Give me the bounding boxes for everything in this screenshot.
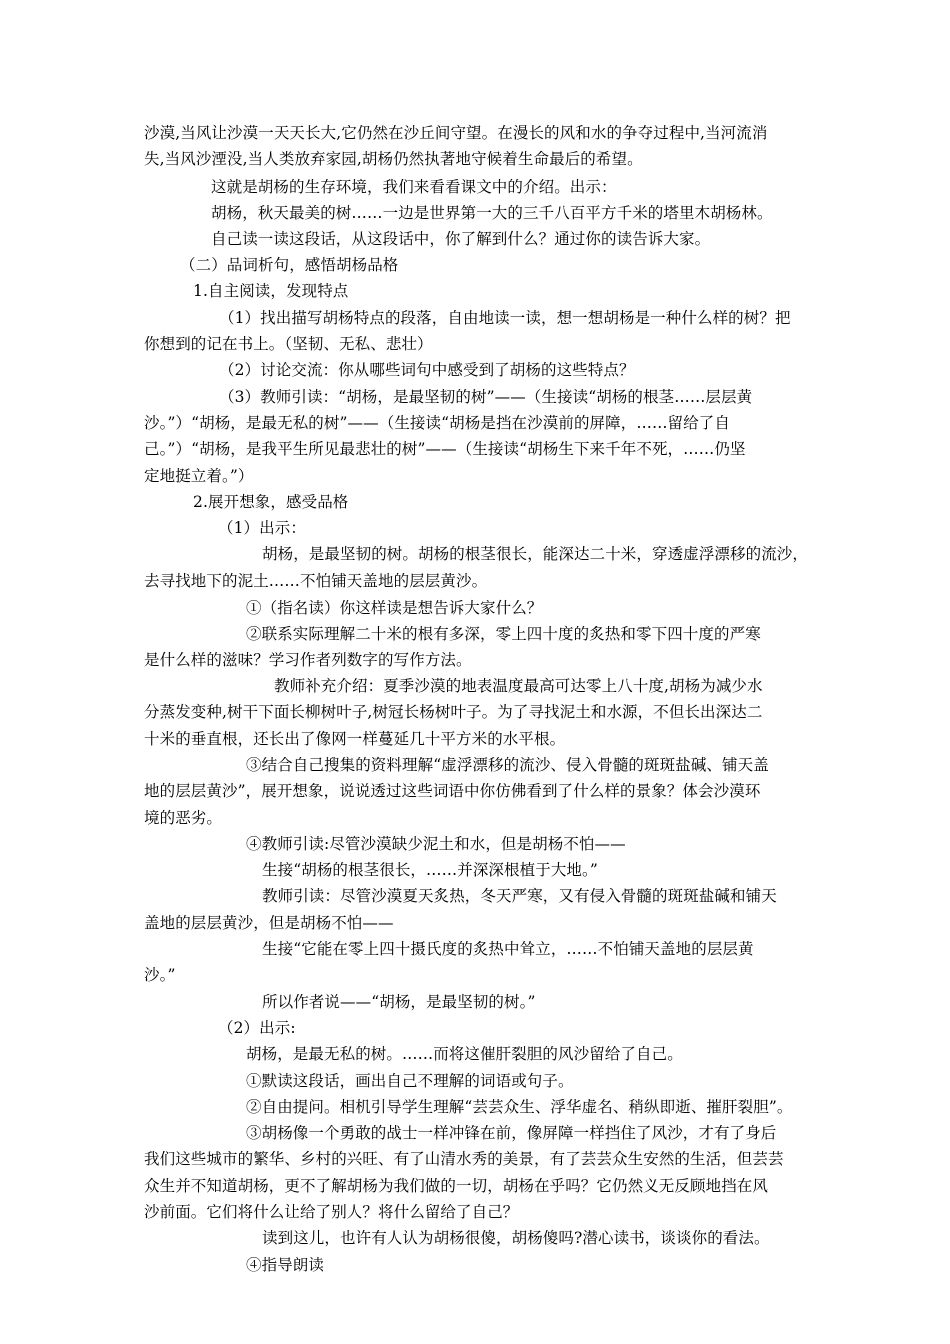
text-line: 地的层层黄沙”，展开想象，说说透过这些词语中你仿佛看到了什么样的景象？体会沙漠环	[144, 782, 761, 800]
text-line: 所以作者说——“胡杨，是最坚韧的树。”	[262, 993, 536, 1011]
text-line: 自己读一读这段话，从这段话中，你了解到什么？通过你的读告诉大家。	[211, 230, 711, 248]
text-line: ②联系实际理解二十米的根有多深，零上四十度的炙热和零下四十度的严寒	[246, 625, 761, 643]
text-line: 是什么样的滋味？学习作者列数字的写作方法。	[144, 651, 472, 669]
text-line: （2）讨论交流：你从哪些词句中感受到了胡杨的这些特点？	[219, 361, 635, 379]
text-line: （1）找出描写胡杨特点的段落，自由地读一读，想一想胡杨是一种什么样的树？把	[219, 309, 791, 327]
text-line: 境的恶劣。	[144, 809, 223, 827]
text-line: 教师引读：尽管沙漠夏天炙热，冬天严寒，又有侵入骨髓的斑斑盐碱和铺天	[262, 887, 777, 905]
text-line: 定地挺立着。”）	[144, 467, 254, 485]
text-line: 读到这儿，也许有人认为胡杨很傻，胡杨傻吗?潜心读书，谈谈你的看法。	[262, 1229, 770, 1247]
text-line: 这就是胡杨的生存环境，我们来看看课文中的介绍。出示：	[211, 178, 617, 196]
text-line: 沙。”）“胡杨，是最无私的树”——（生接读“胡杨是挡在沙漠前的屏障，……留给了自	[144, 414, 730, 432]
text-line: 胡杨，是最坚韧的树。胡杨的根茎很长，能深达二十米，穿透虚浮漂移的流沙，	[262, 545, 809, 563]
text-line: ③胡杨像一个勇敢的战士一样冲锋在前，像屏障一样挡住了风沙，才有了身后	[246, 1124, 777, 1142]
text-line: 己。”）“胡杨，是我平生所见最悲壮的树”——（生接读“胡杨生下来千年不死，……仍坚	[144, 440, 746, 458]
text-line: 十米的垂直根，还长出了像网一样蔓延几十平方米的水平根。	[144, 730, 566, 748]
text-line: 胡杨，秋天最美的树……一边是世界第一大的三千八百平方千米的塔里木胡杨林。	[211, 204, 773, 222]
text-line: （1）出示：	[218, 519, 306, 537]
text-line: ④教师引读:尽管沙漠缺少泥土和水，但是胡杨不怕——	[246, 835, 626, 853]
subsection-heading: 1.自主阅读，发现特点	[193, 282, 349, 300]
text-line: 生接“胡杨的根茎很长，……并深深根植于大地。”	[262, 861, 598, 879]
text-line: 沙前面。它们将什么让给了别人？将什么留给了自己？	[144, 1203, 519, 1221]
section-heading: （二）品词析句，感悟胡杨品格	[180, 256, 399, 274]
text-line: 沙漠,当风让沙漠一天天长大,它仍然在沙丘间守望。在漫长的风和水的争夺过程中,当河流消	[144, 124, 768, 142]
text-line: 胡杨，是最无私的树。……而将这催肝裂胆的风沙留给了自己。	[246, 1045, 683, 1063]
text-line: 沙。”	[144, 966, 176, 984]
text-line: 去寻找地下的泥土……不怕铺天盖地的层层黄沙。	[144, 572, 488, 590]
text-line: 众生并不知道胡杨，更不了解胡杨为我们做的一切，胡杨在乎吗？它仍然义无反顾地挡在风	[144, 1177, 769, 1195]
text-line: 我们这些城市的繁华、乡村的兴旺、有了山清水秀的美景，有了芸芸众生安然的生活，但芸芸	[144, 1150, 784, 1168]
text-line: 失,当风沙湮没,当人类放弃家园,胡杨仍然执著地守候着生命最后的希望。	[144, 150, 643, 168]
text-line: （3）教师引读：“胡杨，是最坚韧的树”——（生接读“胡杨的根茎……层层黄	[219, 388, 753, 406]
text-line: ③结合自己搜集的资料理解“虚浮漂移的流沙、侵入骨髓的斑斑盐碱、铺天盖	[246, 756, 769, 774]
subsection-heading: 2.展开想象，感受品格	[193, 493, 349, 511]
text-line: ①默读这段话，画出自己不理解的词语或句子。	[246, 1072, 574, 1090]
text-line: ④指导朗读	[246, 1256, 325, 1274]
text-line: 分蒸发变种,树干下面长柳树叶子,树冠长杨树叶子。为了寻找泥土和水源，不但长出深达二	[144, 703, 763, 721]
text-line: 教师补充介绍：夏季沙漠的地表温度最高可达零上八十度,胡杨为减少水	[274, 677, 763, 695]
text-line: 盖地的层层黄沙，但是胡杨不怕——	[144, 914, 394, 932]
text-line: 生接“它能在零上四十摄氏度的炙热中耸立，……不怕铺天盖地的层层黄	[262, 940, 754, 958]
text-line: ②自由提问。相机引导学生理解“芸芸众生、浮华虚名、稍纵即逝、摧肝裂胆”。	[246, 1098, 793, 1116]
text-line: 你想到的记在书上。（坚韧、无私、悲壮）	[144, 335, 433, 353]
text-line: ①（指名读）你这样读是想告诉大家什么？	[246, 599, 543, 617]
text-line: （2）出示:	[218, 1019, 296, 1037]
